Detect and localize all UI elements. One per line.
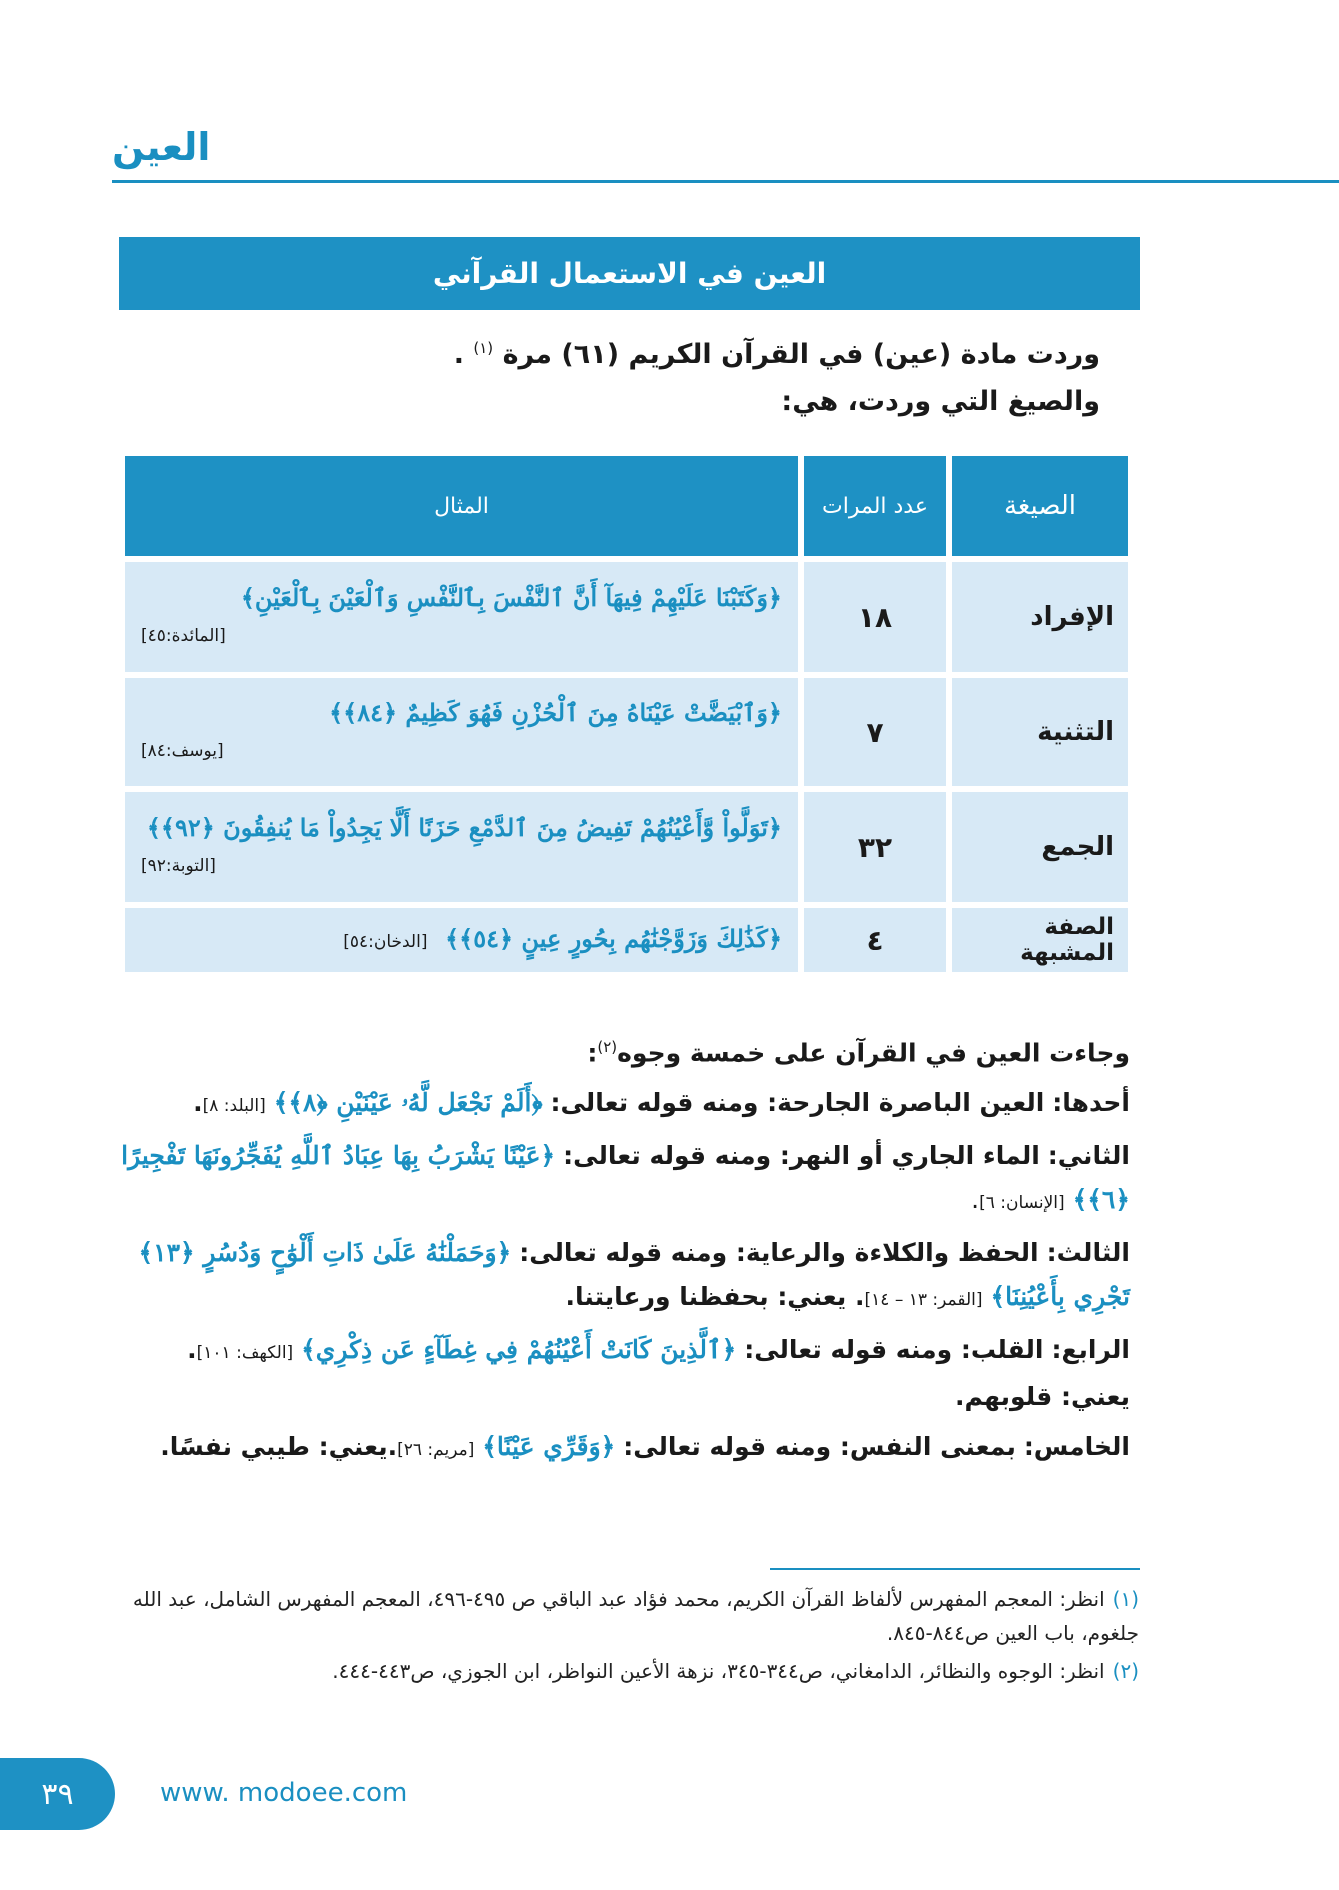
meaning-item-2	[120, 1134, 1130, 1225]
verse-reference: [الدخان:٥٤]	[343, 931, 428, 952]
footnote-ref-2[interactable]: (٢)	[597, 1038, 618, 1056]
count-cell: ١٨	[804, 562, 946, 672]
top-divider	[112, 180, 1339, 183]
intro-text: وردت مادة (عين) في القرآن الكريم (٦١) مرة	[502, 339, 1100, 370]
table-header-row	[125, 456, 1128, 556]
verse-reference: [يوسف:٨٤]	[141, 741, 224, 761]
meanings-lead-end: :	[587, 1038, 598, 1068]
meaning-tail: .	[971, 1185, 980, 1215]
quran-verse: ﴿تَوَلَّواْ وَّأَعْيُنُهُمْ تَفِيضُ مِنَ ٱلدَّمْعِ حَزَنًا أَلَّا يَجِدُواْ مَا يُنفِقُونَ ﴿٩٢﴾﴾	[146, 813, 782, 842]
quran-verse: ﴿وَٱبْيَضَّتْ عَيْنَاهُ مِنَ ٱلْحُزْنِ فَهُوَ كَظِيمٌ ﴿٨٤﴾﴾	[329, 698, 782, 727]
meaning-item-4	[120, 1328, 1130, 1419]
quran-verse: ﴿كَذَٰلِكَ وَزَوَّجْنَٰهُم بِحُورٍ عِينٍ ﴿٥٤﴾﴾	[445, 923, 782, 953]
table-row	[125, 908, 1128, 972]
intro-line-2: والصيغ التي وردت، هي:	[781, 386, 1100, 417]
form-cell: الإفراد	[952, 562, 1128, 672]
meaning-text: العين الباصرة الجارحة: ومنه قوله تعالى:	[550, 1088, 1045, 1118]
example-cell	[125, 792, 798, 902]
verse-reference: [مريم: ٢٦]	[397, 1440, 475, 1461]
quran-verse: ﴿أَلَمْ نَجْعَل لَّهُۥ عَيْنَيْنِ ﴿٨﴾﴾	[273, 1088, 543, 1118]
header-example: المثال	[125, 456, 798, 556]
example-cell	[125, 562, 798, 672]
count-cell: ٧	[804, 678, 946, 786]
form-cell: الجمع	[952, 792, 1128, 902]
page-number: ٣٩	[0, 1758, 115, 1830]
verse-reference: [البلد: ٨]	[202, 1096, 266, 1117]
meanings-lead	[120, 1025, 1130, 1075]
meaning-tail: .يعني: طيبي نفسًا.	[160, 1432, 398, 1462]
example-cell	[125, 678, 798, 786]
meaning-item-1	[120, 1081, 1130, 1128]
quran-verse: ﴿وَحَمَلْنَٰهُ عَلَىٰ ذَاتِ أَلْوَٰحٍ وَدُسُرٍ ﴿١٣﴾ تَجْرِي بِأَعْيُنِنَا﴾	[138, 1238, 1130, 1312]
form-cell: التثنية	[952, 678, 1128, 786]
meaning-text: بمعنى النفس: ومنه قوله تعالى:	[623, 1432, 1016, 1462]
meaning-label: الثالث:	[1046, 1238, 1130, 1268]
verse-reference: [المائدة:٤٥]	[141, 626, 226, 646]
footnote-number: (٢)	[1112, 1659, 1139, 1683]
table-row	[125, 678, 1128, 786]
count-cell: ٤	[804, 908, 946, 972]
footnote-divider	[770, 1568, 1140, 1570]
verse-reference: [التوبة:٩٢]	[141, 856, 216, 876]
example-cell	[125, 908, 798, 972]
meaning-text: الماء الجاري أو النهر: ومنه قوله تعالى:	[563, 1141, 1040, 1171]
footnote-1	[119, 1582, 1139, 1650]
meaning-label: الخامس:	[1023, 1432, 1130, 1462]
meaning-text: الحفظ والكلاءة والرعاية: ومنه قوله تعالى:	[519, 1238, 1039, 1268]
verse-reference: [القمر: ١٣ – ١٤]	[864, 1290, 983, 1311]
footnote-text: انظر: الوجوه والنظائر، الدامغاني، ص٣٤٤-٣٤٥، نزهة الأعين النواظر، ابن الجوزي، ص٤٤٣-٤٤٤.	[332, 1659, 1105, 1683]
meaning-tail: . يعني: قلوبهم.	[187, 1335, 1130, 1412]
meanings-section	[120, 1025, 1130, 1478]
meaning-label: الرابع:	[1051, 1335, 1130, 1365]
topic-title: العين	[112, 125, 211, 169]
meaning-text: القلب: ومنه قوله تعالى:	[744, 1335, 1044, 1365]
meanings-lead-text: وجاءت العين في القرآن على خمسة وجوه	[617, 1038, 1130, 1068]
meaning-label: أحدها:	[1052, 1088, 1130, 1118]
website-link[interactable]: www. modoee.com	[160, 1778, 408, 1808]
header-count: عدد المرات	[804, 456, 946, 556]
footnote-ref-1[interactable]: (١)	[473, 339, 494, 357]
header-form: الصيغة	[952, 456, 1128, 556]
form-cell: الصفة المشبهة	[952, 908, 1128, 972]
table-row	[125, 792, 1128, 902]
meaning-label: الثاني:	[1047, 1141, 1130, 1171]
meaning-tail: . يعني: بحفظنا ورعايتنا.	[565, 1282, 865, 1312]
footnote-2	[119, 1654, 1139, 1688]
section-title: العين في الاستعمال القرآني	[119, 237, 1140, 310]
verse-reference: [الإنسان: ٦]	[979, 1193, 1065, 1214]
intro-line-1	[454, 328, 1100, 375]
quran-verse: ﴿وَقَرِّي عَيْنًا﴾	[482, 1432, 616, 1462]
meaning-item-5	[120, 1425, 1130, 1472]
forms-table	[119, 450, 1134, 978]
meaning-item-3	[120, 1231, 1130, 1322]
intro-end: .	[453, 339, 464, 370]
footnotes	[119, 1582, 1139, 1692]
verse-reference: [الكهف: ١٠١]	[196, 1343, 294, 1364]
quran-verse: ﴿عَيْنًا يَشْرَبُ بِهَا عِبَادُ ٱللَّهِ يُفَجِّرُونَهَا تَفْجِيرًا ﴿٦﴾﴾	[121, 1141, 1130, 1215]
quran-verse: ﴿ٱلَّذِينَ كَانَتْ أَعْيُنُهُمْ فِي غِطَآءٍ عَن ذِكْرِي﴾	[301, 1335, 737, 1365]
quran-verse: ﴿وَكَتَبْنَا عَلَيْهِمْ فِيهَآ أَنَّ ٱلنَّفْسَ بِٱلنَّفْسِ وَٱلْعَيْنَ بِٱلْعَيْنِ﴾	[240, 583, 782, 612]
footnote-text: انظر: المعجم المفهرس لألفاظ القرآن الكريم، محمد فؤاد عبد الباقي ص ٤٩٥-٤٩٦، المعجم المفهرس الشامل، عبد الله جلغوم، باب العين ص٨٤٤-٨٤٥.	[132, 1587, 1139, 1645]
meaning-tail: .	[193, 1088, 203, 1118]
footnote-number: (١)	[1112, 1587, 1139, 1611]
count-cell: ٣٢	[804, 792, 946, 902]
table-row	[125, 562, 1128, 672]
